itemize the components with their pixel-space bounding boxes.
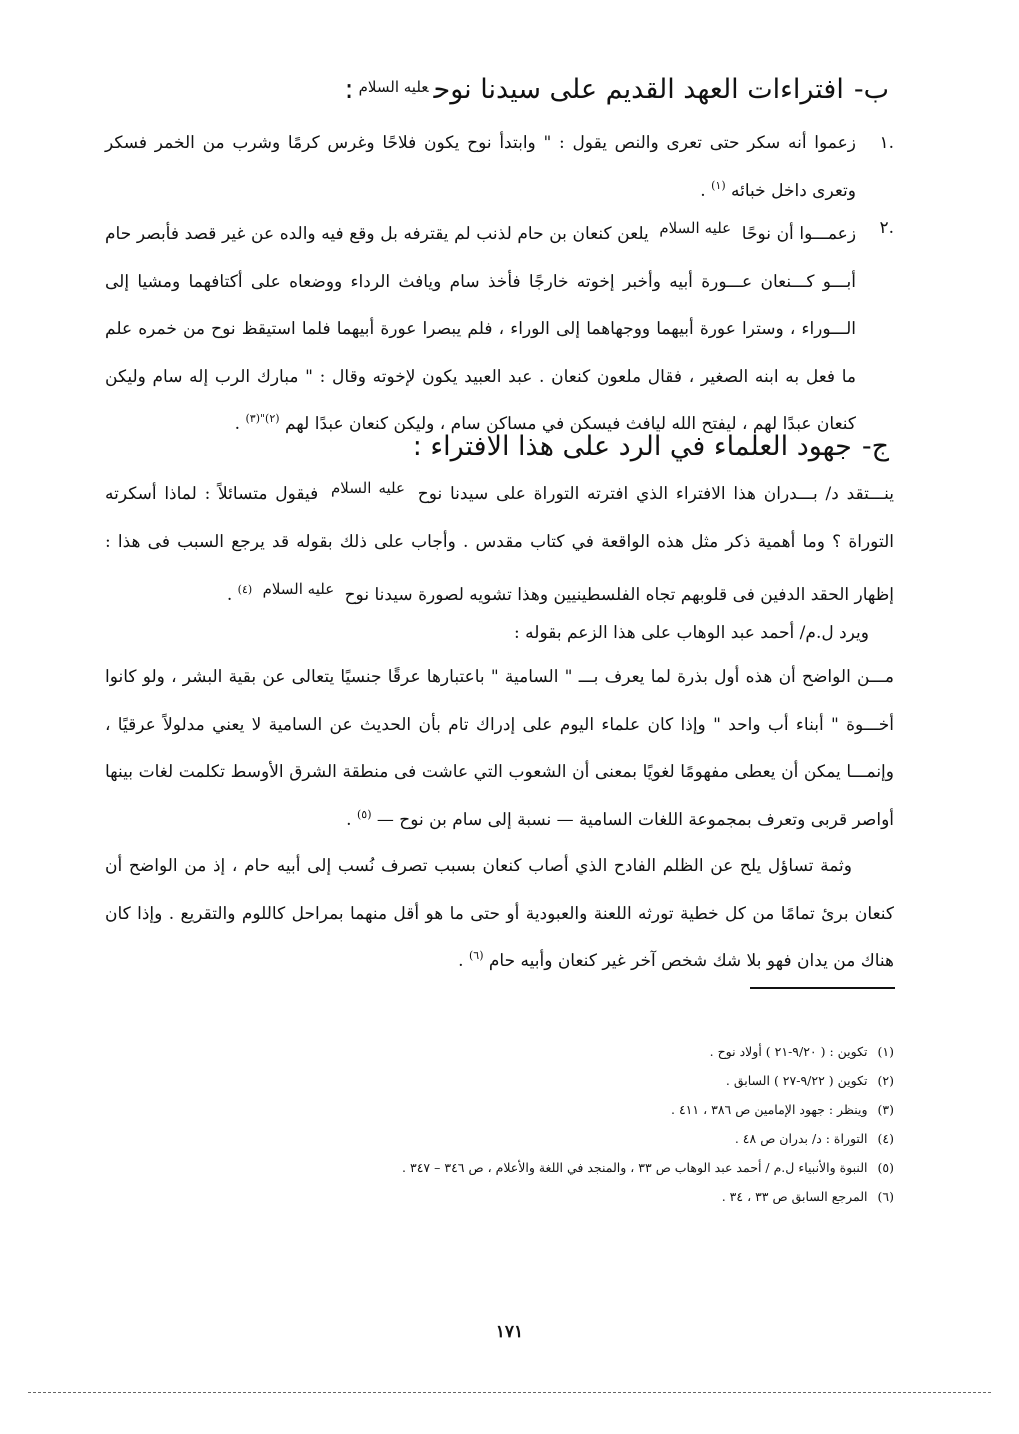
scan-bottom-line [28, 1392, 991, 1393]
list-item-1 [105, 120, 894, 215]
footnote-text: تكوين : ( ٩/٢٠-٢١ ) أولاد نوح . [709, 1044, 868, 1059]
footnote-text: المرجع السابق ص ٣٣ ، ٣٤ . [721, 1189, 868, 1204]
page-number: ١٧١ [495, 1322, 524, 1342]
footnote-divider [750, 987, 895, 989]
paragraph-2-intro: ويرد ل.م/ أحمد عبد الوهاب على هذا الزعم بقوله : [514, 623, 869, 643]
paragraph-1 [105, 465, 894, 620]
sentence-end: . [234, 414, 241, 434]
footnotes-list [94, 1037, 894, 1211]
footnote-ref-2-3[interactable]: (٢)"(٣) [245, 412, 280, 425]
section-b-title: افتراءات العهد القديم على سيدنا نوح [433, 74, 844, 105]
footnote-text: وينظر : جهود الإمامين ص ٣٨٦ ، ٤١١ . [671, 1102, 868, 1117]
footnote-ref-4[interactable]: (٤) [237, 583, 253, 596]
footnote-text: التوراة : د/ بدران ص ٤٨ . [734, 1131, 868, 1146]
footnote-item [94, 1182, 894, 1211]
footnote-number: (٥) [877, 1160, 894, 1175]
section-c-heading [129, 430, 889, 464]
paragraph-1-text-a: ينـــتقد د/ بـــدران هذا الافتراء الذي افترته التوراة على سيدنا نوح [417, 484, 895, 504]
paragraph-1-text-b: فيقول متسائلاً : لماذا أسكرته التوراة ؟ وما أهمية ذكر مثل هذه الواقعة في كتاب مقدس . وأجاب على ذلك بقوله قد يرجع السبب فى هذا : إظهار الحقد الدفين فى قلوبهم تجاه الفلسطينيين وهذا تشويه لصورة سيدنا نوح [105, 484, 894, 605]
footnote-number: (٦) [877, 1189, 894, 1204]
footnote-ref-5[interactable]: (٥) [356, 807, 372, 821]
paragraph-3-text: وثمة تساؤل يلح عن الظلم الفادح الذي أصاب كنعان بسبب تصرف نُسب إلى أبيه حام ، إذ من الواضح أن كنعان برئ تمامًا من كل خطية تورثه اللعنة والعبودية أو حتى ما هو أقل منهما بمراحل كاللوم والتقريع . وإذا كان هناك من يدان فهو بلا شك شخص آخر غير كنعان وأبيه حام [105, 856, 894, 971]
footnote-item [94, 1124, 894, 1153]
list-item-text-b: يلعن كنعان بن حام لذنب لم يقترفه بل وقع فيه والده عن غير قصد فأبصر حام أبـــو كـــنعان عـــورة أبيه وأخبر إخوته خارجًا فأخذ سام ويافث الرداء ووضعاه على أكتافهما ومشيا إلى الـــوراء ، وسترا عورة أبيهما ووجهاهما إلى الوراء ، فلم يبصرا عورة أبيهما فلما استيقظ نوح من خمره علم ما فعل به ابنه الصغير ، فقال ملعون كنعان . عبد العبيد يكون لإخوته وقال : " مبارك الرب إله سام وليكن كنعان عبدًا لهم ، ليفتح الله ليافث فيسكن في مساكن سام ، وليكن كنعان عبدًا لهم [105, 224, 856, 434]
list-item-text-a: زعمـــوا أن نوحًا [741, 224, 857, 244]
list-item-text: زعموا أنه سكر حتى تعرى والنص يقول : " وابتدأ نوح يكون فلاحًا وغرس كرمًا وشرب من الخمر فسكر وتعرى داخل خبائه [105, 133, 856, 201]
footnote-number: (١) [877, 1044, 894, 1059]
section-b-heading [129, 70, 889, 107]
footnote-number: (٢) [877, 1073, 894, 1088]
sentence-end: . [458, 951, 464, 971]
footnote-number: (٤) [877, 1131, 894, 1146]
footnote-ref-1[interactable]: (١) [711, 178, 726, 192]
honorific-glyph: عليه السلام [331, 479, 405, 497]
honorific-glyph: عليه السلام [659, 219, 732, 237]
footnote-item [94, 1095, 894, 1124]
footnote-ref-6[interactable]: (٦) [468, 949, 484, 962]
section-c-title: جهود العلماء في الرد على هذا الافتراء [430, 431, 852, 462]
list-item-2 [105, 205, 894, 449]
footnote-item [94, 1037, 894, 1066]
honorific-glyph: عليه السلام [358, 78, 429, 96]
section-b-letter: ب- [853, 74, 889, 105]
honorific-glyph: عليه السلام [262, 580, 335, 598]
footnote-text: تكوين ( ٩/٢٢-٢٧ ) السابق . [725, 1073, 868, 1088]
paragraph-2 [105, 654, 894, 844]
list-item-number: .٢ [879, 218, 894, 238]
section-b-colon: : [344, 74, 354, 105]
paragraph-3 [105, 843, 894, 986]
footnote-number: (٣) [877, 1102, 894, 1117]
sentence-end: . [226, 585, 233, 605]
footnote-item [94, 1066, 894, 1095]
section-c-colon: : [412, 431, 422, 462]
section-c-letter: ج- [861, 431, 889, 462]
sentence-end: . [346, 809, 352, 830]
footnote-item [94, 1153, 894, 1182]
list-item-number: .١ [879, 133, 894, 153]
footnote-text: النبوة والأنبياء ل.م / أحمد عبد الوهاب ص ٣٣ ، والمنجد في اللغة والأعلام ، ص ٣٤٦ – ٣٤٧ . [402, 1160, 868, 1175]
sentence-end: . [700, 180, 706, 201]
paragraph-2-text: مـــن الواضح أن هذه أول بذرة لما يعرف بـــ " السامية " باعتبارها عرقًا جنسيًا يتعالى عن بقية البشر ، ولو كانوا أخـــوة " أبناء أب واحد " وإذا كان علماء اليوم على إدراك تام بأن الحديث عن السامية لا يعني مدلولاً عرقيًا ، وإنمـــا يمكن أن يعطى مفهومًا لغويًا بمعنى أن الشعوب التي عاشت فى منطقة الشرق الأوسط تكلمت لغات بينها أواصر قربى وتعرف بمجموعة اللغات السامية — نسبة إلى سام بن نوح — [105, 667, 894, 830]
